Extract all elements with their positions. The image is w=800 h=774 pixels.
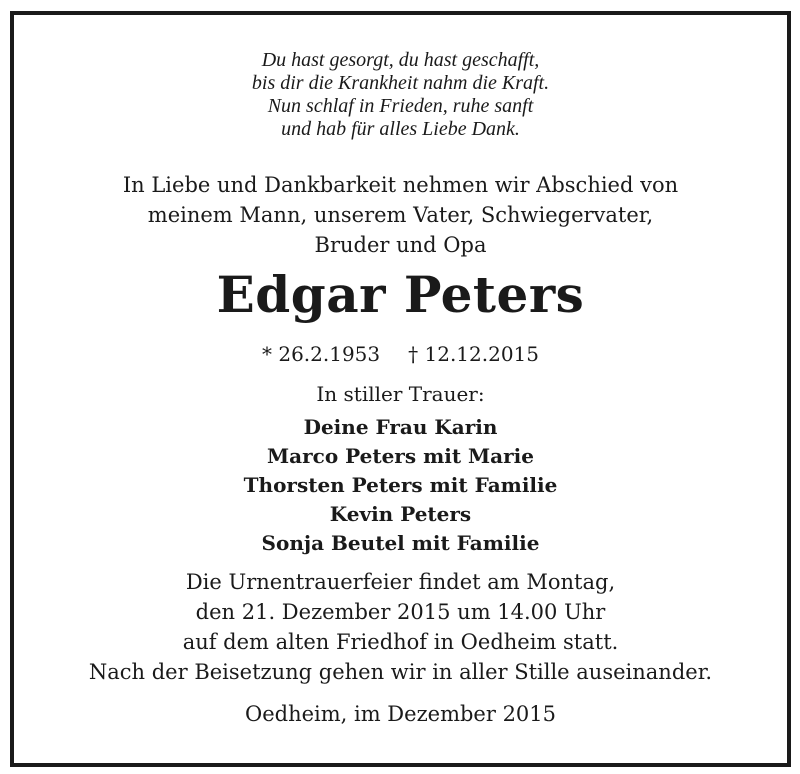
mourner-name: Deine Frau Karin bbox=[303, 415, 498, 439]
funeral-details bbox=[14, 567, 787, 687]
obituary-content bbox=[14, 15, 787, 763]
intro-line: Bruder und Opa bbox=[314, 233, 487, 257]
birth-date: * 26.2.1953 bbox=[261, 342, 381, 366]
mourner-name: Sonja Beutel mit Familie bbox=[261, 531, 540, 555]
deceased-name: Edgar Peters bbox=[216, 265, 585, 324]
funeral-line: den 21. Dezember 2015 um 14.00 Uhr bbox=[195, 600, 606, 624]
mourners-list bbox=[14, 413, 787, 558]
funeral-line: Die Urnentrauerfeier findet am Montag, bbox=[185, 570, 616, 594]
poem-line: Nun schlaf in Frieden, ruhe sanft bbox=[267, 95, 534, 117]
intro-line: meinem Mann, unserem Vater, Schwiegervater, bbox=[147, 203, 654, 227]
life-dates bbox=[14, 340, 787, 368]
mourner-name: Kevin Peters bbox=[329, 502, 472, 526]
funeral-line: Nach der Beisetzung gehen wir in aller Stille auseinander. bbox=[88, 660, 713, 684]
poem-line: bis dir die Krankheit nahm die Kraft. bbox=[251, 72, 550, 94]
death-date: † 12.12.2015 bbox=[408, 342, 540, 366]
poem-line: und hab für alles Liebe Dank. bbox=[281, 118, 520, 140]
mourner-name: Thorsten Peters mit Familie bbox=[243, 473, 558, 497]
funeral-line: auf dem alten Friedhof in Oedheim statt. bbox=[182, 630, 619, 654]
intro-line: In Liebe und Dankbarkeit nehmen wir Abschied von bbox=[122, 173, 679, 197]
mourning-label: In stiller Trauer: bbox=[316, 382, 485, 406]
obituary-frame bbox=[10, 11, 791, 767]
mourner-name: Marco Peters mit Marie bbox=[267, 444, 534, 468]
poem-line: Du hast gesorgt, du hast geschafft, bbox=[261, 49, 540, 71]
poem bbox=[14, 49, 787, 141]
intro-text bbox=[14, 170, 787, 260]
place-and-date: Oedheim, im Dezember 2015 bbox=[244, 702, 557, 726]
